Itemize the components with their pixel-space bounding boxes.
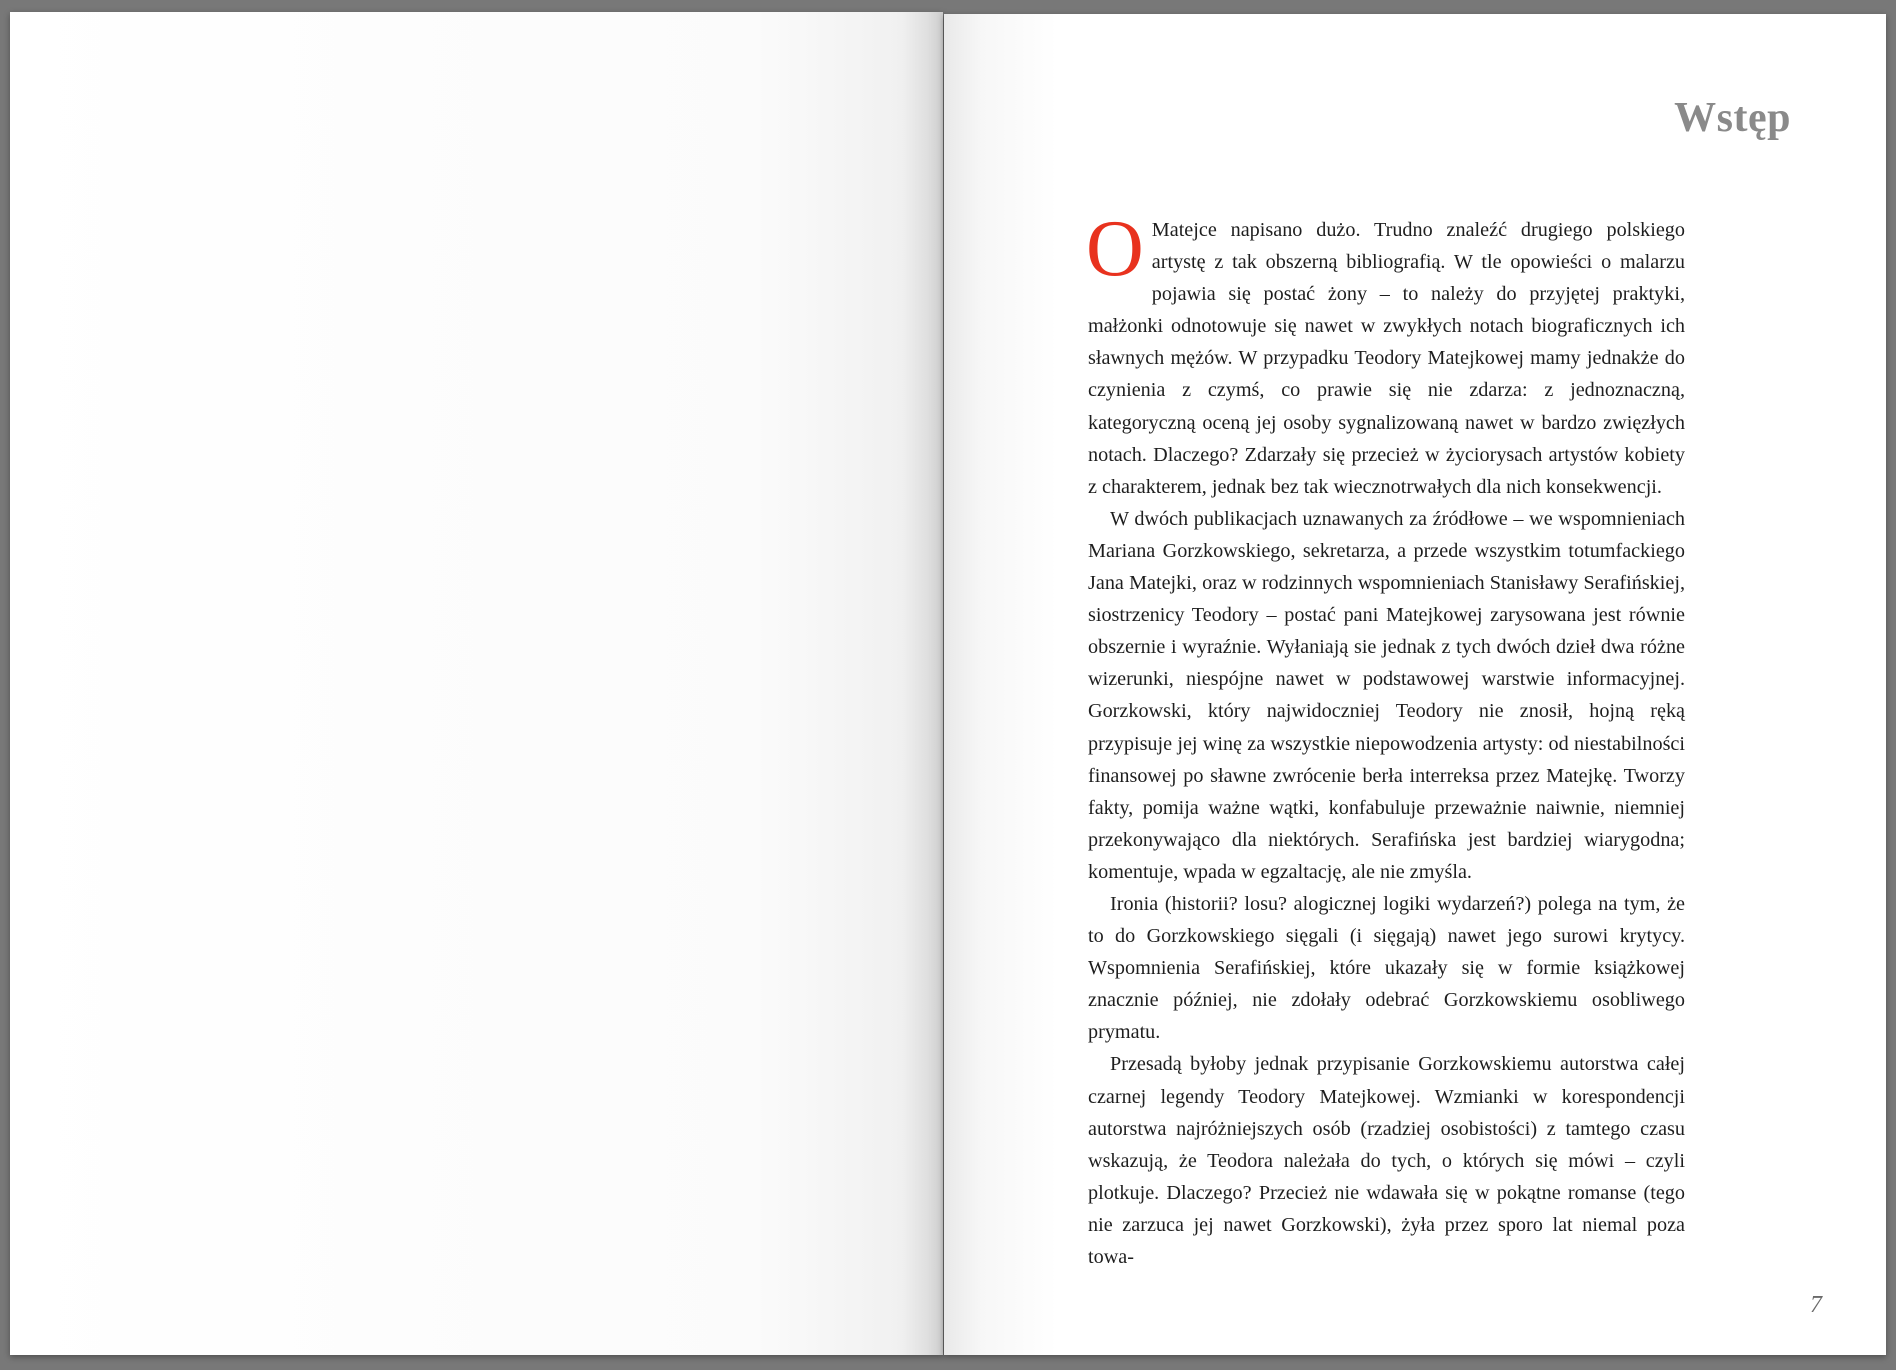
gutter-shadow [903, 12, 943, 1355]
drop-cap: O [1086, 205, 1144, 293]
left-page-blank [10, 12, 943, 1355]
chapter-title: Wstęp [1674, 95, 1791, 141]
paragraph-2: W dwóch publikacjach uznawanych za źródłowe – we wspomnieniach Mariana Gorzkowskiego, sekretarza, a przede wszystkim totumfackiego Jana Matejki, oraz w rodzinnych wspomnieniach Stanisławy Serafińskiej, siostrzenicy Teodory – postać pani Matejkowej zarysowana jest równie obszernie i wyraźnie. Wyłaniają sie jednak z tych dwóch dzieł dwa różne wizerunki, niespójne nawet w podstawowej warstwie informacyjnej. Gorzkowski, który najwidoczniej Teodory nie znosił, hojną ręką przypisuje jej winę za wszystkie niepowodzenia artysty: od niestabilności finansowej po sławne zwrócenie berła interreksa przez Matejkę. Tworzy fakty, pomija ważne wątki, konfabuluje przeważnie naiwnie, niemniej przekonywająco dla niektórych. Serafińska jest bardziej wiarygodna; komentuje, wpada w egzaltację, ale nie zmyśla. [1088, 507, 1685, 883]
paragraph-1 [1086, 205, 1685, 503]
paragraph-4: Przesadą byłoby jednak przypisanie Gorzkowskiemu autorstwa całej czarnej legendy Teodory Matejkowej. Wzmianki w korespondencji autorstwa najróżniejszych osób (rzadziej osobistości) z tamtego czasu wskazują, że Teodora należała do tych, o których się mówi – czyli plotkuje. Dlaczego? Przecież nie wdawała się w pokątne romanse (tego nie zarzuca jej nawet Gorzkowski), żyła przez sporo lat niemal poza towa- [1088, 1053, 1685, 1268]
right-page [944, 14, 1886, 1355]
body-text [1086, 205, 1685, 1273]
page-number: 7 [1810, 1292, 1822, 1318]
paragraph-3: Ironia (historii? losu? alogicznej logiki wydarzeń?) polega na tym, że to do Gorzkowskiego sięgali (i sięgają) nawet jego surowi krytycy. Wspomnienia Serafińskiej, które ukazały się w formie książkowej znacznie później, nie zdołały odebrać Gorzkowskiemu osobliwego prymatu. [1088, 892, 1685, 1044]
paragraph-1-text: Matejce napisano dużo. Trudno znaleźć drugiego polskiego artystę z tak obszerną bibliografią. W tle opowieści o malarzu pojawia się postać żony – to należy do przyjętej praktyki, małżonki odnotowuje się nawet w zwykłych notach biograficznych ich sławnych mężów. W przypadku Teodory Matejkowej mamy jednakże do czynienia z czymś, co prawie się nie zdarza: z jednoznaczną, kategoryczną oceną jej osoby sygnalizowaną nawet w bardzo zwięzłych notach. Dlaczego? Zdarzały się przecież w życiorysach artystów kobiety z charakterem, jednak bez tak wiecznotrwałych dla nich konsekwencji. [1088, 219, 1685, 498]
